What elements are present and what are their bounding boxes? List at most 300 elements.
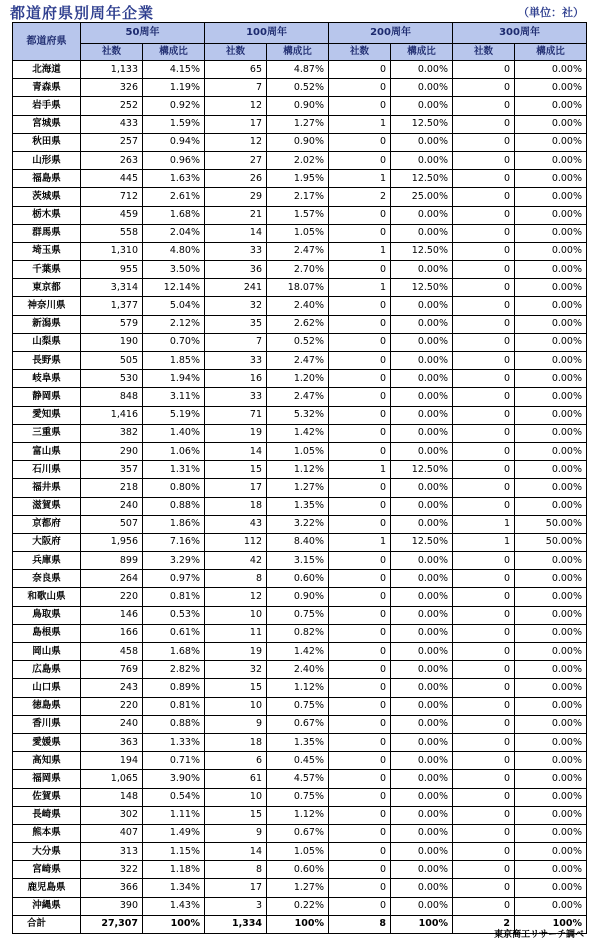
table-row — [13, 497, 587, 515]
count-cell: 769 — [81, 661, 143, 679]
ratio-cell: 0.00% — [515, 643, 587, 661]
table-row — [13, 679, 587, 697]
header-prefecture: 都道府県 — [13, 23, 81, 61]
count-cell: 0 — [329, 424, 391, 442]
prefecture-cell: 沖縄県 — [13, 897, 81, 915]
ratio-cell: 0.00% — [515, 788, 587, 806]
ratio-cell: 1.43% — [143, 897, 205, 915]
ratio-cell: 3.90% — [143, 770, 205, 788]
prefecture-cell: 島根県 — [13, 624, 81, 642]
count-cell: 243 — [81, 679, 143, 697]
count-cell: 0 — [453, 442, 515, 460]
ratio-cell: 0.00% — [391, 624, 453, 642]
count-cell: 17 — [205, 479, 267, 497]
count-cell: 1 — [329, 533, 391, 551]
ratio-cell: 0.00% — [515, 861, 587, 879]
ratio-cell: 1.63% — [143, 170, 205, 188]
ratio-cell: 0.00% — [391, 151, 453, 169]
prefecture-cell: 群馬県 — [13, 224, 81, 242]
count-cell: 0 — [453, 479, 515, 497]
count-cell: 0 — [453, 606, 515, 624]
ratio-cell: 0.00% — [391, 406, 453, 424]
ratio-cell: 0.75% — [267, 606, 329, 624]
ratio-cell: 4.87% — [267, 61, 329, 79]
count-cell: 240 — [81, 497, 143, 515]
count-cell: 0 — [329, 552, 391, 570]
ratio-cell: 1.27% — [267, 879, 329, 897]
count-cell: 166 — [81, 624, 143, 642]
table-row — [13, 97, 587, 115]
ratio-cell: 2.12% — [143, 315, 205, 333]
table-row — [13, 861, 587, 879]
ratio-cell: 1.27% — [267, 115, 329, 133]
table-row — [13, 170, 587, 188]
count-cell: 0 — [453, 752, 515, 770]
count-cell: 0 — [329, 715, 391, 733]
count-cell: 313 — [81, 843, 143, 861]
ratio-cell: 0.52% — [267, 79, 329, 97]
ratio-cell: 1.33% — [143, 733, 205, 751]
ratio-cell: 1.59% — [143, 115, 205, 133]
ratio-cell: 0.00% — [391, 515, 453, 533]
header-50-years: 50周年 — [81, 23, 205, 44]
ratio-cell: 1.42% — [267, 424, 329, 442]
prefecture-cell: 秋田県 — [13, 133, 81, 151]
count-cell: 0 — [329, 861, 391, 879]
count-cell: 0 — [453, 570, 515, 588]
prefecture-cell: 広島県 — [13, 661, 81, 679]
ratio-cell: 2.82% — [143, 661, 205, 679]
count-cell: 0 — [453, 79, 515, 97]
ratio-cell: 1.85% — [143, 352, 205, 370]
count-cell: 322 — [81, 861, 143, 879]
ratio-cell: 0.00% — [515, 352, 587, 370]
ratio-cell: 0.88% — [143, 715, 205, 733]
ratio-cell: 0.82% — [267, 624, 329, 642]
count-cell: 0 — [329, 370, 391, 388]
ratio-cell: 0.00% — [515, 442, 587, 460]
count-cell: 257 — [81, 133, 143, 151]
ratio-cell: 1.40% — [143, 424, 205, 442]
ratio-cell: 1.68% — [143, 206, 205, 224]
count-cell: 17 — [205, 879, 267, 897]
ratio-cell: 0.81% — [143, 588, 205, 606]
prefecture-cell: 福島県 — [13, 170, 81, 188]
ratio-cell: 1.31% — [143, 461, 205, 479]
ratio-cell: 12.50% — [391, 115, 453, 133]
count-cell: 0 — [329, 388, 391, 406]
table-row — [13, 442, 587, 460]
table-row — [13, 315, 587, 333]
prefecture-cell: 徳島県 — [13, 697, 81, 715]
prefecture-cell: 山形県 — [13, 151, 81, 169]
count-cell: 10 — [205, 697, 267, 715]
count-cell: 36 — [205, 261, 267, 279]
ratio-cell: 0.00% — [391, 370, 453, 388]
ratio-cell: 0.75% — [267, 697, 329, 715]
prefecture-cell: 大阪府 — [13, 533, 81, 551]
prefecture-cell: 富山県 — [13, 442, 81, 460]
count-cell: 0 — [329, 352, 391, 370]
ratio-cell: 1.05% — [267, 442, 329, 460]
table-row — [13, 224, 587, 242]
prefecture-cell: 福岡県 — [13, 770, 81, 788]
count-cell: 302 — [81, 806, 143, 824]
count-cell: 240 — [81, 715, 143, 733]
count-cell: 1 — [329, 461, 391, 479]
ratio-cell: 0.60% — [267, 861, 329, 879]
ratio-cell: 0.00% — [391, 315, 453, 333]
prefecture-cell: 合計 — [13, 915, 81, 933]
table-body — [13, 61, 587, 934]
ratio-cell: 0.96% — [143, 151, 205, 169]
prefecture-cell: 千葉県 — [13, 261, 81, 279]
count-cell: 3 — [205, 897, 267, 915]
table-row — [13, 806, 587, 824]
table-row — [13, 515, 587, 533]
count-cell: 9 — [205, 824, 267, 842]
prefecture-cell: 新潟県 — [13, 315, 81, 333]
table-row — [13, 333, 587, 351]
count-cell: 0 — [329, 224, 391, 242]
count-cell: 12 — [205, 97, 267, 115]
ratio-cell: 0.00% — [515, 715, 587, 733]
count-cell: 1,065 — [81, 770, 143, 788]
ratio-cell: 0.00% — [391, 388, 453, 406]
ratio-cell: 5.19% — [143, 406, 205, 424]
ratio-cell: 12.50% — [391, 461, 453, 479]
count-cell: 0 — [453, 806, 515, 824]
count-cell: 33 — [205, 242, 267, 260]
count-cell: 220 — [81, 588, 143, 606]
count-cell: 0 — [453, 697, 515, 715]
count-cell: 6 — [205, 752, 267, 770]
count-cell: 0 — [329, 643, 391, 661]
count-cell: 112 — [205, 533, 267, 551]
count-cell: 0 — [453, 352, 515, 370]
table-row — [13, 188, 587, 206]
count-cell: 1,377 — [81, 297, 143, 315]
ratio-cell: 0.00% — [515, 297, 587, 315]
table-row — [13, 79, 587, 97]
count-cell: 264 — [81, 570, 143, 588]
count-cell: 0 — [329, 570, 391, 588]
ratio-cell: 100% — [391, 915, 453, 933]
prefecture-cell: 長崎県 — [13, 806, 81, 824]
count-cell: 0 — [453, 643, 515, 661]
count-cell: 2 — [329, 188, 391, 206]
count-cell: 8 — [205, 570, 267, 588]
ratio-cell: 18.07% — [267, 279, 329, 297]
count-cell: 357 — [81, 461, 143, 479]
table-row — [13, 424, 587, 442]
ratio-cell: 0.00% — [391, 606, 453, 624]
count-cell: 0 — [329, 79, 391, 97]
count-cell: 7 — [205, 79, 267, 97]
count-cell: 1 — [329, 170, 391, 188]
count-cell: 0 — [329, 97, 391, 115]
ratio-cell: 1.49% — [143, 824, 205, 842]
count-cell: 43 — [205, 515, 267, 533]
header-ratio: 構成比 — [515, 44, 587, 61]
ratio-cell: 0.60% — [267, 570, 329, 588]
count-cell: 220 — [81, 697, 143, 715]
ratio-cell: 0.00% — [515, 333, 587, 351]
count-cell: 0 — [329, 588, 391, 606]
count-cell: 18 — [205, 497, 267, 515]
ratio-cell: 4.80% — [143, 242, 205, 260]
header-count: 社数 — [453, 44, 515, 61]
ratio-cell: 0.00% — [515, 279, 587, 297]
ratio-cell: 100% — [267, 915, 329, 933]
header-ratio: 構成比 — [267, 44, 329, 61]
ratio-cell: 12.50% — [391, 242, 453, 260]
ratio-cell: 0.00% — [391, 206, 453, 224]
ratio-cell: 1.12% — [267, 679, 329, 697]
table-row — [13, 533, 587, 551]
count-cell: 433 — [81, 115, 143, 133]
count-cell: 0 — [329, 806, 391, 824]
table-row — [13, 370, 587, 388]
prefecture-cell: 岡山県 — [13, 643, 81, 661]
count-cell: 0 — [329, 297, 391, 315]
count-cell: 445 — [81, 170, 143, 188]
table-row — [13, 643, 587, 661]
count-cell: 0 — [329, 442, 391, 460]
ratio-cell: 25.00% — [391, 188, 453, 206]
count-cell: 241 — [205, 279, 267, 297]
count-cell: 3,314 — [81, 279, 143, 297]
table-row — [13, 661, 587, 679]
count-cell: 458 — [81, 643, 143, 661]
header-count: 社数 — [205, 44, 267, 61]
count-cell: 0 — [453, 861, 515, 879]
prefecture-cell: 石川県 — [13, 461, 81, 479]
ratio-cell: 1.94% — [143, 370, 205, 388]
count-cell: 42 — [205, 552, 267, 570]
ratio-cell: 2.40% — [267, 661, 329, 679]
count-cell: 12 — [205, 133, 267, 151]
ratio-cell: 0.88% — [143, 497, 205, 515]
count-cell: 146 — [81, 606, 143, 624]
ratio-cell: 100% — [143, 915, 205, 933]
ratio-cell: 0.00% — [515, 424, 587, 442]
ratio-cell: 2.70% — [267, 261, 329, 279]
count-cell: 8 — [205, 861, 267, 879]
ratio-cell: 0.00% — [515, 679, 587, 697]
count-cell: 71 — [205, 406, 267, 424]
ratio-cell: 0.92% — [143, 97, 205, 115]
count-cell: 1 — [329, 115, 391, 133]
prefecture-cell: 神奈川県 — [13, 297, 81, 315]
count-cell: 0 — [453, 588, 515, 606]
ratio-cell: 0.70% — [143, 333, 205, 351]
table-row — [13, 770, 587, 788]
count-cell: 0 — [453, 333, 515, 351]
ratio-cell: 3.11% — [143, 388, 205, 406]
count-cell: 1 — [329, 279, 391, 297]
count-cell: 0 — [453, 388, 515, 406]
ratio-cell: 1.20% — [267, 370, 329, 388]
count-cell: 15 — [205, 461, 267, 479]
prefecture-cell: 栃木県 — [13, 206, 81, 224]
count-cell: 0 — [453, 315, 515, 333]
count-cell: 15 — [205, 806, 267, 824]
ratio-cell: 0.00% — [515, 752, 587, 770]
count-cell: 407 — [81, 824, 143, 842]
ratio-cell: 0.00% — [391, 61, 453, 79]
count-cell: 0 — [453, 61, 515, 79]
ratio-cell: 0.00% — [515, 315, 587, 333]
ratio-cell: 50.00% — [515, 533, 587, 551]
table-row — [13, 570, 587, 588]
header-200-years: 200周年 — [329, 23, 453, 44]
count-cell: 382 — [81, 424, 143, 442]
count-cell: 14 — [205, 843, 267, 861]
prefecture-cell: 和歌山県 — [13, 588, 81, 606]
ratio-cell: 0.00% — [391, 715, 453, 733]
ratio-cell: 1.68% — [143, 643, 205, 661]
count-cell: 0 — [453, 879, 515, 897]
table-row — [13, 297, 587, 315]
count-cell: 459 — [81, 206, 143, 224]
ratio-cell: 0.00% — [515, 733, 587, 751]
prefecture-cell: 愛知県 — [13, 406, 81, 424]
prefecture-cell: 山口県 — [13, 679, 81, 697]
count-cell: 0 — [453, 188, 515, 206]
count-cell: 899 — [81, 552, 143, 570]
ratio-cell: 12.50% — [391, 170, 453, 188]
ratio-cell: 100% — [515, 915, 587, 933]
count-cell: 0 — [329, 770, 391, 788]
count-cell: 14 — [205, 224, 267, 242]
ratio-cell: 0.00% — [391, 79, 453, 97]
ratio-cell: 0.67% — [267, 824, 329, 842]
anniversary-table — [12, 22, 587, 934]
ratio-cell: 0.00% — [515, 370, 587, 388]
count-cell: 61 — [205, 770, 267, 788]
count-cell: 1 — [453, 515, 515, 533]
ratio-cell: 0.00% — [391, 879, 453, 897]
ratio-cell: 2.47% — [267, 242, 329, 260]
table-row — [13, 115, 587, 133]
table-row — [13, 388, 587, 406]
ratio-cell: 1.11% — [143, 806, 205, 824]
ratio-cell: 0.00% — [515, 61, 587, 79]
count-cell: 0 — [329, 788, 391, 806]
ratio-cell: 0.00% — [391, 643, 453, 661]
prefecture-cell: 奈良県 — [13, 570, 81, 588]
header-100-years: 100周年 — [205, 23, 329, 44]
count-cell: 21 — [205, 206, 267, 224]
ratio-cell: 3.50% — [143, 261, 205, 279]
ratio-cell: 0.00% — [515, 461, 587, 479]
ratio-cell: 1.12% — [267, 806, 329, 824]
ratio-cell: 0.00% — [515, 133, 587, 151]
count-cell: 0 — [453, 624, 515, 642]
count-cell: 0 — [453, 115, 515, 133]
count-cell: 0 — [453, 224, 515, 242]
count-cell: 0 — [329, 515, 391, 533]
count-cell: 0 — [453, 242, 515, 260]
ratio-cell: 0.52% — [267, 333, 329, 351]
table-row — [13, 606, 587, 624]
prefecture-cell: 香川県 — [13, 715, 81, 733]
ratio-cell: 0.00% — [515, 388, 587, 406]
count-cell: 0 — [453, 297, 515, 315]
ratio-cell: 2.61% — [143, 188, 205, 206]
ratio-cell: 0.00% — [391, 806, 453, 824]
ratio-cell: 0.00% — [391, 297, 453, 315]
header-300-years: 300周年 — [453, 23, 587, 44]
ratio-cell: 1.42% — [267, 643, 329, 661]
ratio-cell: 0.00% — [515, 843, 587, 861]
count-cell: 11 — [205, 624, 267, 642]
ratio-cell: 1.27% — [267, 479, 329, 497]
ratio-cell: 0.00% — [515, 624, 587, 642]
ratio-cell: 7.16% — [143, 533, 205, 551]
count-cell: 27,307 — [81, 915, 143, 933]
count-cell: 9 — [205, 715, 267, 733]
count-cell: 0 — [453, 370, 515, 388]
ratio-cell: 0.00% — [515, 770, 587, 788]
ratio-cell: 0.00% — [515, 661, 587, 679]
ratio-cell: 0.00% — [391, 479, 453, 497]
ratio-cell: 0.00% — [515, 697, 587, 715]
count-cell: 33 — [205, 352, 267, 370]
ratio-cell: 0.00% — [515, 261, 587, 279]
ratio-cell: 0.00% — [515, 242, 587, 260]
ratio-cell: 12.14% — [143, 279, 205, 297]
count-cell: 848 — [81, 388, 143, 406]
count-cell: 148 — [81, 788, 143, 806]
ratio-cell: 5.32% — [267, 406, 329, 424]
prefecture-cell: 佐賀県 — [13, 788, 81, 806]
count-cell: 0 — [329, 261, 391, 279]
table-row — [13, 461, 587, 479]
prefecture-cell: 滋賀県 — [13, 497, 81, 515]
prefecture-cell: 宮城県 — [13, 115, 81, 133]
ratio-cell: 0.00% — [515, 170, 587, 188]
count-cell: 32 — [205, 297, 267, 315]
ratio-cell: 0.00% — [391, 770, 453, 788]
count-cell: 0 — [453, 679, 515, 697]
ratio-cell: 3.15% — [267, 552, 329, 570]
count-cell: 252 — [81, 97, 143, 115]
prefecture-cell: 青森県 — [13, 79, 81, 97]
count-cell: 0 — [329, 479, 391, 497]
count-cell: 0 — [453, 715, 515, 733]
ratio-cell: 1.95% — [267, 170, 329, 188]
count-cell: 1,310 — [81, 242, 143, 260]
ratio-cell: 1.12% — [267, 461, 329, 479]
table-row — [13, 624, 587, 642]
ratio-cell: 0.00% — [391, 497, 453, 515]
ratio-cell: 0.00% — [515, 606, 587, 624]
count-cell: 65 — [205, 61, 267, 79]
ratio-cell: 0.61% — [143, 624, 205, 642]
count-cell: 558 — [81, 224, 143, 242]
prefecture-cell: 愛媛県 — [13, 733, 81, 751]
prefecture-cell: 大分県 — [13, 843, 81, 861]
count-cell: 190 — [81, 333, 143, 351]
prefecture-cell: 鳥取県 — [13, 606, 81, 624]
header-ratio: 構成比 — [391, 44, 453, 61]
ratio-cell: 4.57% — [267, 770, 329, 788]
ratio-cell: 0.80% — [143, 479, 205, 497]
page-title: 都道府県別周年企業 — [10, 4, 155, 22]
table-row — [13, 843, 587, 861]
